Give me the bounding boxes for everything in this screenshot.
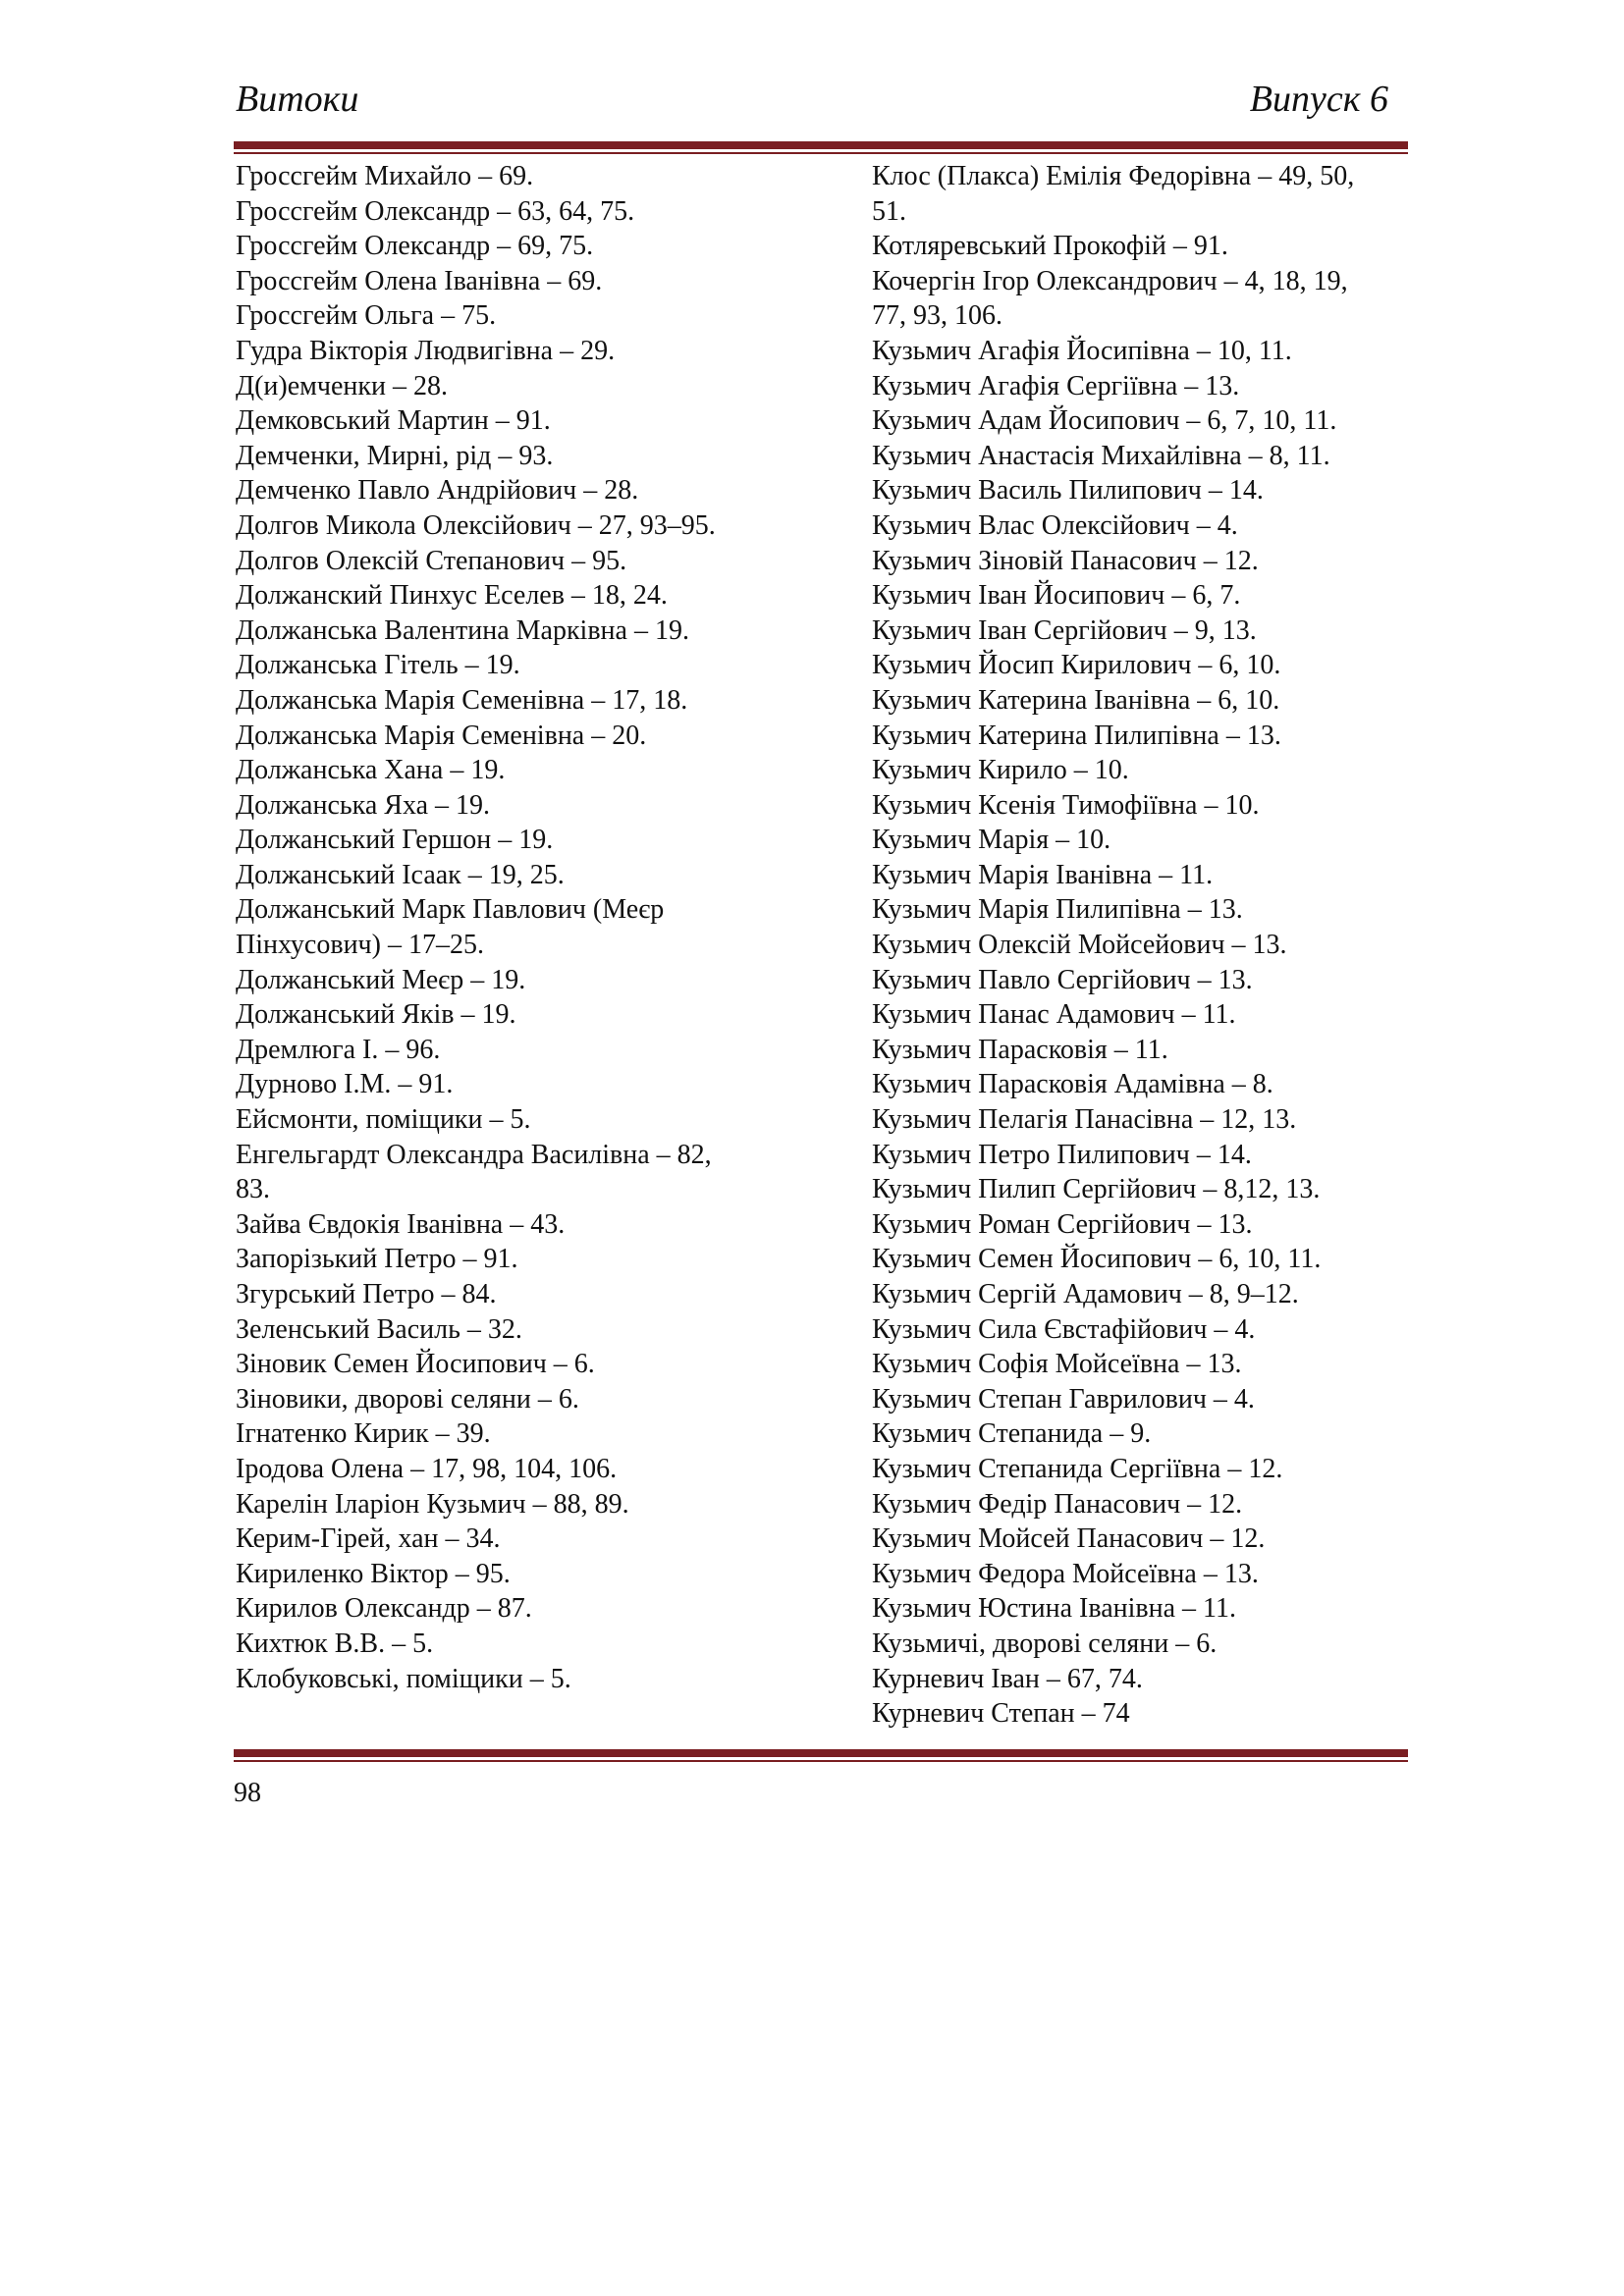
index-entry: Кузьмич Степан Гаврилович – 4. bbox=[872, 1383, 1255, 1415]
index-entry: Котляревський Прокофій – 91. bbox=[872, 231, 1228, 262]
index-entry: Кузьмич Пилип Сергійович – 8,12, 13. bbox=[872, 1174, 1321, 1205]
index-entry: Кузьмич Семен Йосипович – 6, 10, 11. bbox=[872, 1244, 1322, 1275]
index-entry: Зайва Євдокія Іванівна – 43. bbox=[236, 1208, 566, 1240]
index-entry: Зеленський Василь – 32. bbox=[236, 1313, 522, 1345]
index-entry: Кузьмич Зіновій Панасович – 12. bbox=[872, 545, 1259, 576]
index-entry: Кузьмич Парасковія Адамівна – 8. bbox=[872, 1069, 1273, 1100]
index-column-left bbox=[236, 159, 785, 1696]
index-entry: Клобуковські, поміщики – 5. bbox=[236, 1663, 571, 1694]
index-entry: 51. bbox=[872, 195, 906, 227]
index-entry: Курневич Іван – 67, 74. bbox=[872, 1663, 1143, 1694]
index-entry: Кузьмич Роман Сергійович – 13. bbox=[872, 1208, 1253, 1240]
index-entry: Запорізький Петро – 91. bbox=[236, 1244, 518, 1275]
header-rule bbox=[234, 141, 1408, 154]
index-entry: Кузьмич Степанида – 9. bbox=[872, 1418, 1152, 1450]
index-entry: Кузьмич Адам Йосипович – 6, 7, 10, 11. bbox=[872, 405, 1337, 437]
index-entry: Демковський Мартин – 91. bbox=[236, 405, 551, 437]
footer-rule bbox=[234, 1749, 1408, 1762]
index-entry: Гроссгейм Олександр – 63, 64, 75. bbox=[236, 195, 635, 227]
index-entry: Демченко Павло Андрійович – 28. bbox=[236, 475, 639, 507]
index-entry: Кузьмич Степанида Сергіївна – 12. bbox=[872, 1453, 1283, 1484]
index-entry: Демченки, Мирні, рід – 93. bbox=[236, 440, 554, 471]
index-entry: Кузьмич Анастасія Михайлівна – 8, 11. bbox=[872, 440, 1330, 471]
index-entry: Кузьмич Кирило – 10. bbox=[872, 755, 1129, 786]
index-entry: Ігнатенко Кирик – 39. bbox=[236, 1418, 491, 1450]
index-column-right bbox=[872, 159, 1414, 1732]
index-entry: Кузьмич Марія Пилипівна – 13. bbox=[872, 894, 1243, 926]
index-entry: Курневич Степан – 74 bbox=[872, 1698, 1130, 1730]
index-entry: Кузьмич Іван Йосипович – 6, 7. bbox=[872, 580, 1241, 612]
index-entry: Іродова Олена – 17, 98, 104, 106. bbox=[236, 1453, 618, 1484]
index-entry: Ейсмонти, поміщики – 5. bbox=[236, 1104, 531, 1136]
index-entry: Клос (Плакса) Емілія Федорівна – 49, 50, bbox=[872, 161, 1355, 191]
index-entry: Кузьмич Парасковія – 11. bbox=[872, 1034, 1168, 1065]
index-entry: Кузьмич Панас Адамович – 11. bbox=[872, 999, 1236, 1031]
index-entry: Должанський Марк Павлович (Меєр bbox=[236, 894, 665, 926]
index-entry: Должанська Хана – 19. bbox=[236, 755, 506, 786]
index-entry: Кузьмич Юстина Іванівна – 11. bbox=[872, 1593, 1236, 1625]
index-entry: Д(и)емченки – 28. bbox=[236, 370, 448, 401]
index-entry: Кирилов Олександр – 87. bbox=[236, 1593, 532, 1625]
index-entry: 77, 93, 106. bbox=[872, 300, 1002, 332]
index-entry: Кузьмич Василь Пилипович – 14. bbox=[872, 475, 1264, 507]
index-entry: Долгов Олексій Степанович – 95. bbox=[236, 545, 627, 576]
index-entry: Енгельгардт Олександра Василівна – 82, bbox=[236, 1139, 712, 1170]
index-entry: Пінхусович) – 17–25. bbox=[236, 930, 484, 961]
index-entry: Згурський Петро – 84. bbox=[236, 1279, 497, 1309]
index-entry: Должанський Меєр – 19. bbox=[236, 964, 526, 995]
index-entry: Гроссгейм Олександр – 69, 75. bbox=[236, 231, 594, 262]
index-entry: Кузьмич Федір Панасович – 12. bbox=[872, 1488, 1243, 1520]
index-entry: Кузьмич Йосип Кирилович – 6, 10. bbox=[872, 650, 1281, 681]
index-entry: Дремлюга І. – 96. bbox=[236, 1034, 441, 1065]
index-entry: Кузьмичі, дворові селяни – 6. bbox=[872, 1628, 1218, 1659]
index-entry: Кузьмич Катерина Пилипівна – 13. bbox=[872, 720, 1281, 751]
index-entry: Должанська Яха – 19. bbox=[236, 789, 490, 821]
index-entry: Должанский Пинхус Еселев – 18, 24. bbox=[236, 580, 668, 612]
index-entry: Кузьмич Влас Олексійович – 4. bbox=[872, 509, 1238, 541]
index-entry: Карелін Іларіон Кузьмич – 88, 89. bbox=[236, 1488, 629, 1520]
index-entry: Кузьмич Петро Пилипович – 14. bbox=[872, 1139, 1252, 1170]
index-entry: Кузьмич Іван Сергійович – 9, 13. bbox=[872, 614, 1257, 646]
index-entry: Кузьмич Агафія Йосипівна – 10, 11. bbox=[872, 335, 1292, 366]
index-entry: 83. bbox=[236, 1174, 270, 1205]
index-entry: Кузьмич Ксенія Тимофіївна – 10. bbox=[872, 789, 1260, 821]
index-entry: Зіновики, дворові селяни – 6. bbox=[236, 1383, 579, 1415]
index-entry: Должанська Валентина Марківна – 19. bbox=[236, 614, 689, 646]
page-number: 98 bbox=[234, 1778, 261, 1808]
index-entry: Должанська Гітель – 19. bbox=[236, 650, 520, 681]
index-entry: Кузьмич Сергій Адамович – 8, 9–12. bbox=[872, 1279, 1299, 1309]
index-entry: Кузьмич Марія – 10. bbox=[872, 825, 1111, 856]
index-entry: Гудра Вікторія Людвигівна – 29. bbox=[236, 335, 616, 366]
index-entry: Должанський Ісаак – 19, 25. bbox=[236, 859, 565, 890]
index-entry: Кузьмич Сила Євстафійович – 4. bbox=[872, 1313, 1256, 1345]
index-entry: Гроссгейм Михайло – 69. bbox=[236, 161, 534, 191]
index-entry: Кузьмич Федора Мойсеївна – 13. bbox=[872, 1558, 1259, 1589]
issue-label: Випуск 6 bbox=[1249, 79, 1388, 120]
index-entry: Гроссгейм Ольга – 75. bbox=[236, 300, 497, 332]
index-entry: Кузьмич Марія Іванівна – 11. bbox=[872, 859, 1214, 890]
index-entry: Кузьмич Софія Мойсеївна – 13. bbox=[872, 1349, 1242, 1380]
index-entry: Кузьмич Павло Сергійович – 13. bbox=[872, 964, 1253, 995]
index-entry: Кихтюк В.В. – 5. bbox=[236, 1628, 434, 1659]
index-entry: Кузьмич Мойсей Панасович – 12. bbox=[872, 1523, 1266, 1555]
index-entry: Кириленко Віктор – 95. bbox=[236, 1558, 511, 1589]
index-entry: Дурново І.М. – 91. bbox=[236, 1069, 454, 1100]
index-entry: Кочергін Ігор Олександрович – 4, 18, 19, bbox=[872, 265, 1348, 296]
index-entry: Кузьмич Катерина Іванівна – 6, 10. bbox=[872, 684, 1280, 716]
index-entry: Должанський Яків – 19. bbox=[236, 999, 516, 1031]
index-entry: Должанський Гершон – 19. bbox=[236, 825, 554, 856]
index-entry: Долгов Микола Олексійович – 27, 93–95. bbox=[236, 509, 716, 541]
index-entry: Керим-Гірей, хан – 34. bbox=[236, 1523, 501, 1555]
index-entry: Должанська Марія Семенівна – 20. bbox=[236, 720, 647, 751]
index-entry: Кузьмич Пелагія Панасівна – 12, 13. bbox=[872, 1104, 1297, 1136]
index-entry: Гроссгейм Олена Іванівна – 69. bbox=[236, 265, 603, 296]
index-entry: Зіновик Семен Йосипович – 6. bbox=[236, 1349, 595, 1380]
index-entry: Кузьмич Агафія Сергіївна – 13. bbox=[872, 370, 1240, 401]
index-entry: Должанська Марія Семенівна – 17, 18. bbox=[236, 684, 688, 716]
index-entry: Кузьмич Олексій Мойсейович – 13. bbox=[872, 930, 1287, 961]
running-title: Витоки bbox=[236, 79, 359, 120]
